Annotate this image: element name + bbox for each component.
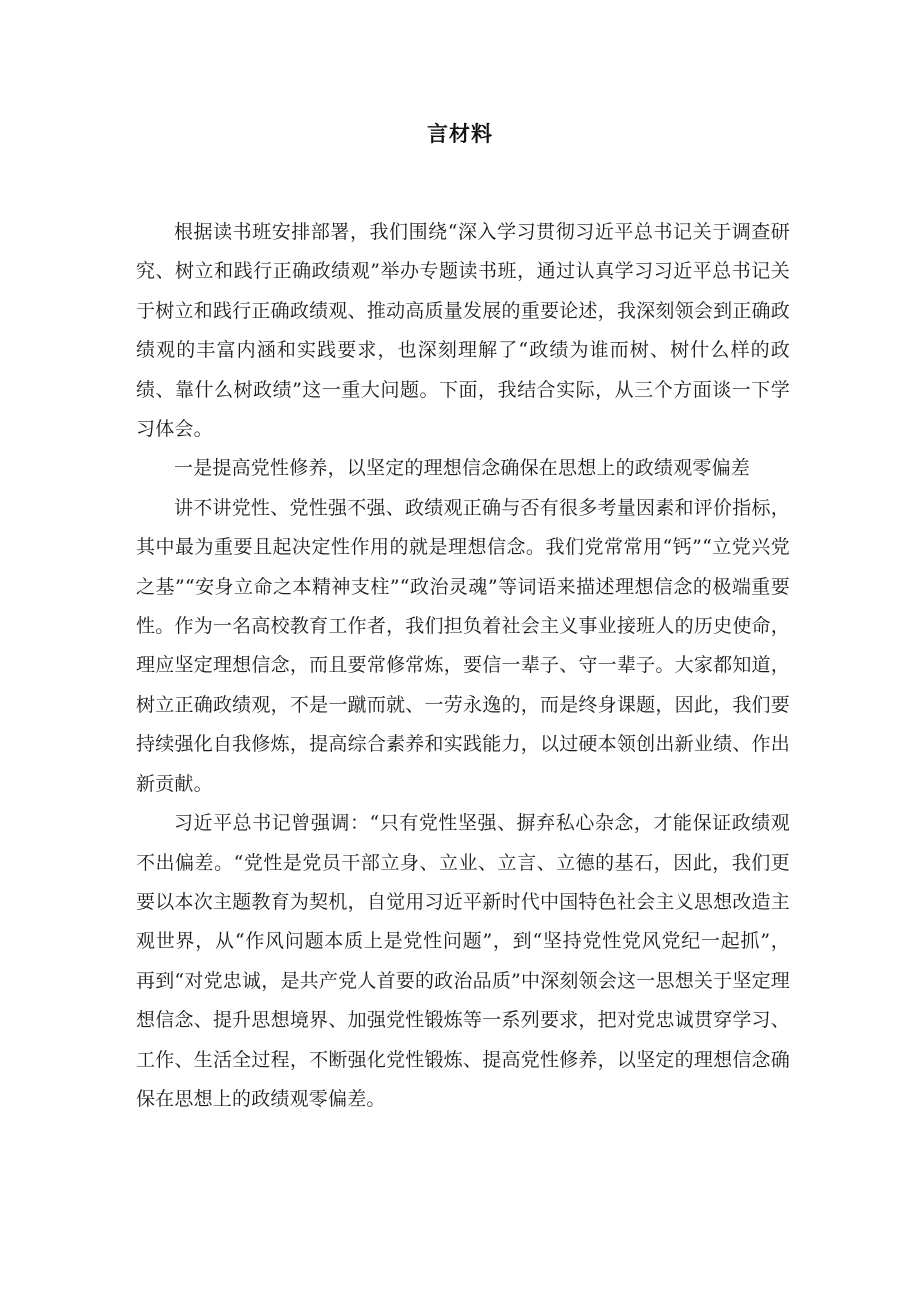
paragraph-section-heading: 一是提高党性修养，以坚定的理想信念确保在思想上的政绩观零偏差 xyxy=(174,457,751,480)
paragraph-intro: 根据读书班安排部署，我们围绕“深入学习贯彻习近平总书记关于调查研究、树立和践行正确政绩观”举办专题读书班，通过认真学习习近平总书记关于树立和践行正确政绩观、推动高质量发展的重要论述，我深刻领会到正确政绩观的丰富内涵和实践要求，也深刻理解了“政绩为谁而树、树什么样的政绩、靠什么树政绩”这一重大问题。下面，我结合实际，从三个方面谈一下学习体会。 xyxy=(136,221,790,441)
document-body xyxy=(136,213,790,1119)
document-title: 言材料 xyxy=(427,122,493,146)
paragraph-quote: 习近平总书记曾强调：“只有党性坚强、摒弃私心杂念，才能保证政绩观不出偏差。“党性是党员干部立身、立业、立言、立德的基石，因此，我们更要以本次主题教育为契机，自觉用习近平新时代中国特色社会主义思想改造主观世界，从“作风问题本质上是党性问题”，到“坚持党性党风党纪一起抓”，再到“对党忠诚，是共产党人首要的政治品质”中深刻领会这一思想关于坚定理想信念、提升思想境界、加强党性锻炼等一系列要求，把对党忠诚贯穿学习、工作、生活全过程，不断强化党性锻炼、提高党性修养，以坚定的理想信念确保在思想上的政绩观零偏差。 xyxy=(136,812,790,1110)
paragraph-party-spirit: 讲不讲党性、党性强不强、政绩观正确与否有很多考量因素和评价指标，其中最为重要且起决定性作用的就是理想信念。我们党常常用“钙”“立党兴党之基”“安身立命之本精神支柱”“政治灵魂”等词语来描述理想信念的极端重要性。作为一名高校教育工作者，我们担负着社会主义事业接班人的历史使命，理应坚定理想信念，而且要常修常炼，要信一辈子、守一辈子。大家都知道，树立正确政绩观，不是一蹴而就、一劳永逸的，而是终身课题，因此，我们要持续强化自我修炼，提高综合素养和实践能力，以过硬本领创出新业绩、作出新贡献。 xyxy=(136,496,790,795)
